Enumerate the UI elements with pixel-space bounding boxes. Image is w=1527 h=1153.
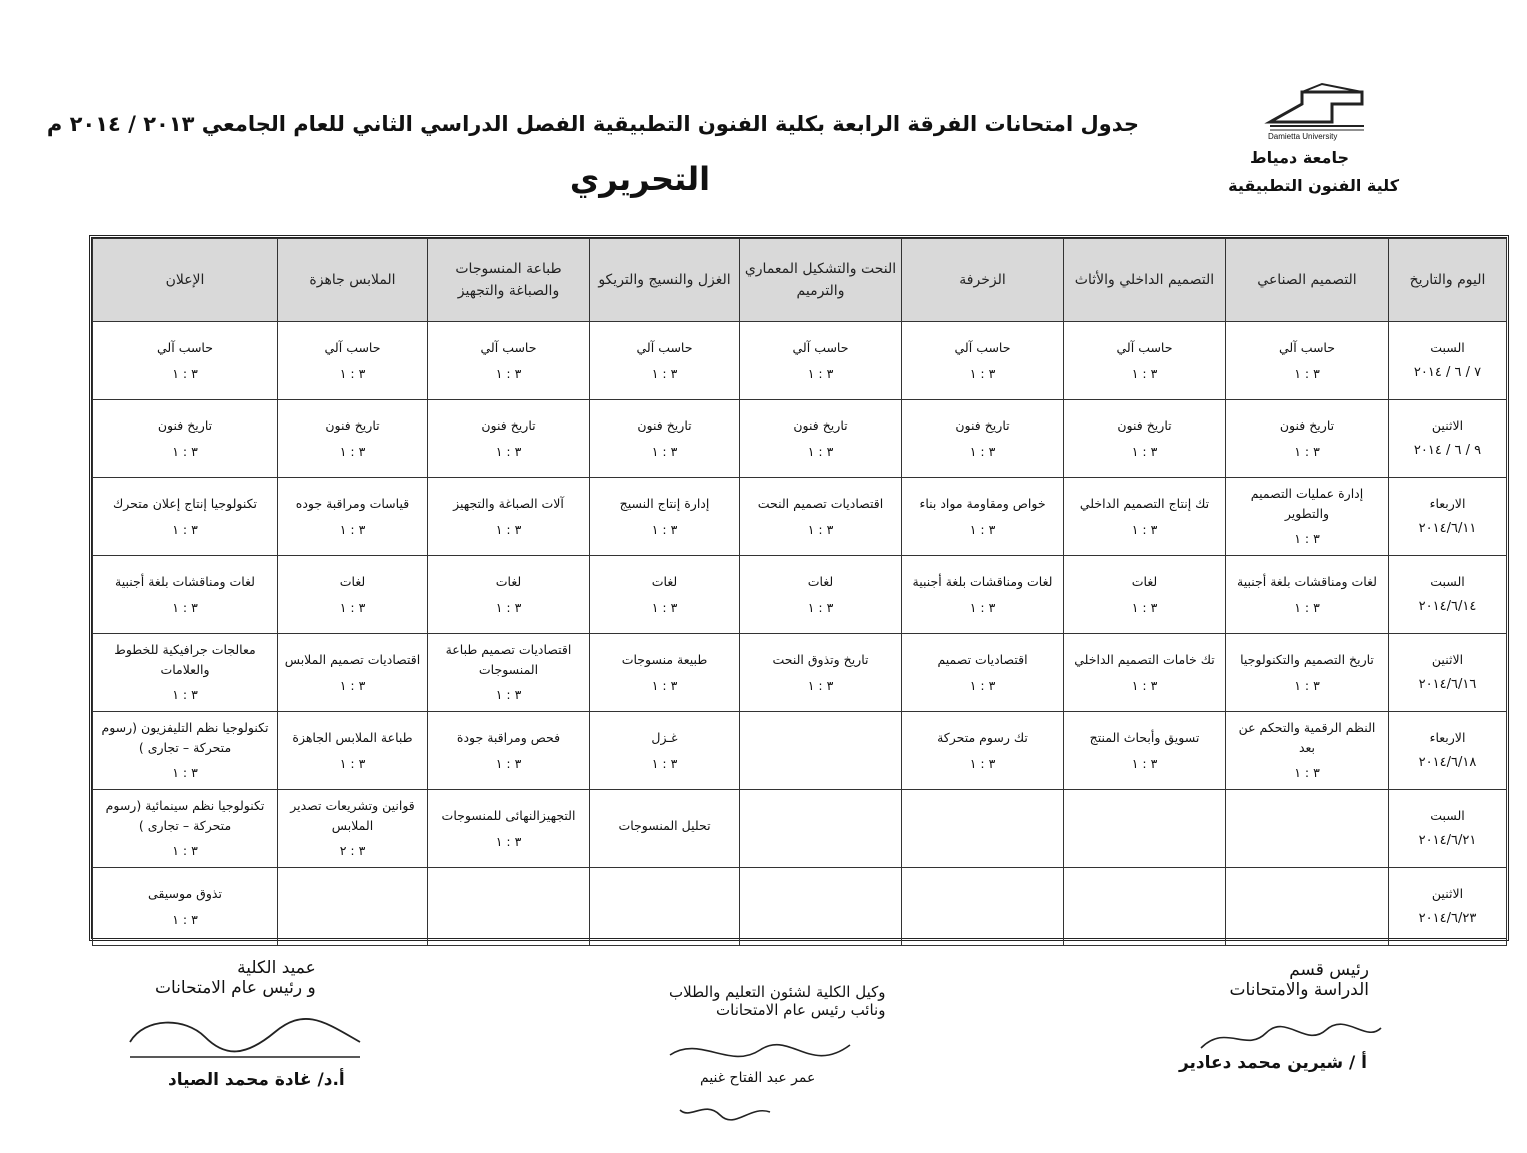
subject-name: إدارة عمليات التصميم والتطوير <box>1250 486 1364 521</box>
subject-name: طباعة الملابس الجاهزة <box>292 730 413 746</box>
signature-block-dean <box>155 958 316 998</box>
subject-name: اقتصاديات تصميم طباعة المنسوجات <box>445 642 572 677</box>
exam-cell <box>902 322 1064 400</box>
subject-name: حاسب آلي <box>792 340 849 356</box>
day-date-cell <box>1389 790 1507 868</box>
day-date-cell <box>1389 712 1507 790</box>
signature-name: عمر عبد الفتاح غنيم <box>700 1070 816 1086</box>
exam-cell <box>428 868 590 946</box>
day-name: الاربعاء <box>1429 729 1466 745</box>
exam-time: ٣ : ١ <box>495 755 522 771</box>
exam-cell <box>590 322 740 400</box>
exam-cell <box>428 790 590 868</box>
table-header-row <box>93 239 1507 322</box>
exam-cell <box>590 478 740 556</box>
exam-cell <box>428 400 590 478</box>
exam-time: ٣ : ١ <box>969 677 996 693</box>
exam-cell <box>428 322 590 400</box>
subject-name: تاريخ فنون <box>157 418 213 434</box>
subject-name: تكنولوجيا نظم التليفزيون (رسوم متحركة – تجارى ) <box>101 720 269 755</box>
exam-time: ٣ : ١ <box>339 521 366 537</box>
exam-cell <box>1064 868 1226 946</box>
day-date-cell <box>1389 478 1507 556</box>
header-department: طباعة المنسوجات والصباغة والتجهيز <box>428 239 590 322</box>
subject-name: تاريخ فنون <box>1117 418 1172 434</box>
day-date-cell <box>1389 634 1507 712</box>
exam-time: ٣ : ١ <box>807 443 834 459</box>
subject-name: إدارة إنتاج النسيج <box>619 496 710 512</box>
university-name: جامعة دمياط <box>1249 148 1349 167</box>
exam-time: ٣ : ١ <box>172 599 198 615</box>
exam-cell <box>740 712 902 790</box>
subject-name: لغات <box>651 574 678 590</box>
exam-time: ٣ : ١ <box>172 687 198 703</box>
exam-time: ٣ : ١ <box>651 365 678 381</box>
signature-title: عميد الكلية <box>237 958 316 978</box>
exam-time: ٣ : ١ <box>969 755 996 771</box>
subject-name: حاسب آلي <box>324 340 381 356</box>
exam-time: ٣ : ١ <box>172 911 198 927</box>
header-department: الزخرفة <box>902 239 1064 322</box>
document-subtitle: التحريري <box>569 160 711 198</box>
day-date-cell <box>1389 556 1507 634</box>
exam-time: ٣ : ١ <box>969 521 996 537</box>
exam-date: ٢٠١٤/٦/٢١ <box>1418 833 1477 849</box>
subject-name: فحص ومراقبة جودة <box>456 730 561 746</box>
exam-time: ٣ : ١ <box>1131 599 1158 615</box>
exam-cell <box>902 712 1064 790</box>
subject-name: تك رسوم متحركة <box>937 730 1028 746</box>
exam-date: ٧ / ٦ / ٢٠١٤ <box>1413 365 1482 381</box>
exam-cell <box>740 400 902 478</box>
exam-time: ٣ : ١ <box>651 677 678 693</box>
subject-name: تاريخ فنون <box>955 418 1010 434</box>
exam-time: ٣ : ١ <box>1131 365 1158 381</box>
table-row <box>93 712 1507 790</box>
subject-name: خواص ومقاومة مواد بناء <box>919 496 1046 512</box>
exam-time: ٣ : ١ <box>495 687 522 703</box>
signature-title: رئيس قسم <box>1289 960 1369 980</box>
subject-name: آلات الصباغة والتجهيز <box>453 496 564 512</box>
header-department: الإعلان <box>93 239 278 322</box>
exam-cell <box>428 556 590 634</box>
university-name-en: Damietta University <box>1268 132 1338 141</box>
exam-cell <box>278 790 428 868</box>
exam-date: ٢٠١٤/٦/٢٣ <box>1418 911 1477 927</box>
subject-name: تاريخ فنون <box>637 418 692 434</box>
faculty-name: كلية الفنون التطبيقية <box>1228 176 1399 195</box>
exam-cell <box>278 868 428 946</box>
exam-cell <box>428 634 590 712</box>
day-name: الاثنين <box>1431 417 1464 433</box>
table-row <box>93 868 1507 946</box>
exam-time: ٣ : ١ <box>339 599 366 615</box>
exam-cell <box>93 400 278 478</box>
exam-time: ٣ : ١ <box>339 755 366 771</box>
exam-cell <box>428 712 590 790</box>
subject-name: تكنولوجيا إنتاج إعلان متحرك <box>112 496 257 512</box>
exam-time: ٣ : ١ <box>495 365 522 381</box>
exam-cell <box>93 556 278 634</box>
day-name: الاثنين <box>1431 651 1464 667</box>
exam-schedule-table-frame <box>89 235 1509 941</box>
subject-name: قوانين وتشريعات تصدير الملابس <box>290 798 415 833</box>
subject-name: اقتصاديات تصميم <box>937 652 1028 668</box>
exam-cell <box>740 868 902 946</box>
exam-time: ٣ : ١ <box>651 755 678 771</box>
header-department: النحت والتشكيل المعماري والترميم <box>740 239 902 322</box>
exam-cell <box>740 790 902 868</box>
exam-cell <box>278 322 428 400</box>
table-body <box>93 322 1507 946</box>
table-row <box>93 322 1507 400</box>
subject-name: النظم الرقمية والتحكم عن بعد <box>1238 720 1376 755</box>
table-row <box>93 634 1507 712</box>
exam-time: ٣ : ١ <box>969 443 996 459</box>
exam-time: ٣ : ١ <box>969 599 996 615</box>
subject-name: تحليل المنسوجات <box>618 817 711 833</box>
exam-cell <box>1064 400 1226 478</box>
exam-cell <box>278 712 428 790</box>
header-department: التصميم الصناعي <box>1226 239 1389 322</box>
exam-time: ٣ : ١ <box>651 443 678 459</box>
exam-cell <box>93 634 278 712</box>
exam-time: ٣ : ١ <box>339 365 366 381</box>
subject-name: طبيعة منسوجات <box>621 652 708 668</box>
subject-name: اقتصاديات تصميم الملابس <box>284 652 421 668</box>
day-name: السبت <box>1430 339 1465 355</box>
exam-time: ٣ : ٢ <box>339 843 366 859</box>
exam-cell <box>278 400 428 478</box>
subject-name: تكنولوجيا نظم سينمائية (رسوم متحركة – تجارى ) <box>105 798 265 833</box>
exam-time: ٣ : ١ <box>172 365 198 381</box>
subject-name: التجهيزالنهائى للمنسوجات <box>441 808 576 824</box>
exam-time: ٣ : ١ <box>172 521 198 537</box>
signature-name: أ.د/ غادة محمد الصياد <box>168 1070 345 1090</box>
exam-cell <box>1064 478 1226 556</box>
exam-time: ٣ : ١ <box>1131 521 1158 537</box>
subject-name: حاسب آلي <box>480 340 537 356</box>
day-date-cell <box>1389 322 1507 400</box>
exam-cell <box>278 556 428 634</box>
exam-time: ٣ : ١ <box>339 443 366 459</box>
subject-name: غـزل <box>651 730 678 746</box>
subject-name: اقتصاديات تصميم النحت <box>757 496 884 512</box>
subject-name: معالجات جرافيكية للخطوط والعلامات <box>114 642 256 677</box>
day-name: الاربعاء <box>1429 495 1466 511</box>
subject-name: حاسب آلي <box>636 340 693 356</box>
signature-block-vice-dean <box>669 983 885 1019</box>
subject-name: لغات <box>1131 574 1158 590</box>
subject-name: حاسب آلي <box>1279 340 1335 356</box>
exam-time: ٣ : ١ <box>339 677 366 693</box>
exam-time: ٣ : ١ <box>969 365 996 381</box>
exam-time: ٣ : ١ <box>1294 531 1320 547</box>
table-row <box>93 790 1507 868</box>
exam-cell <box>1064 556 1226 634</box>
subject-name: لغات <box>495 574 522 590</box>
exam-cell <box>93 478 278 556</box>
subject-name: تاريخ فنون <box>481 418 536 434</box>
exam-cell <box>1064 322 1226 400</box>
signature-subtitle: الدراسة والامتحانات <box>1229 980 1369 1000</box>
exam-cell <box>902 868 1064 946</box>
exam-time: ٣ : ١ <box>651 599 678 615</box>
exam-cell <box>1226 556 1389 634</box>
exam-cell <box>590 400 740 478</box>
exam-time: ٣ : ١ <box>172 443 198 459</box>
signature-subtitle: ونائب رئيس عام الامتحانات <box>716 1001 886 1019</box>
exam-time: ٣ : ١ <box>1294 599 1320 615</box>
day-name: السبت <box>1430 807 1465 823</box>
day-name: الاثنين <box>1431 885 1464 901</box>
exam-cell <box>1064 634 1226 712</box>
subject-name: تسويق وأبحاث المنتج <box>1089 730 1200 746</box>
exam-cell <box>1226 322 1389 400</box>
exam-time: ٣ : ١ <box>495 833 522 849</box>
exam-cell <box>740 322 902 400</box>
exam-cell <box>902 556 1064 634</box>
exam-cell <box>1226 400 1389 478</box>
header-department: الملابس جاهزة <box>278 239 428 322</box>
exam-time: ٣ : ١ <box>172 843 198 859</box>
subject-name: لغات ومناقشات بلغة أجنبية <box>912 574 1053 590</box>
exam-time: ٣ : ١ <box>172 765 198 781</box>
table-row <box>93 478 1507 556</box>
exam-cell <box>902 790 1064 868</box>
subject-name: تذوق موسيقى <box>148 886 222 902</box>
exam-time: ٣ : ١ <box>1294 765 1320 781</box>
signature-subtitle: و رئيس عام الامتحانات <box>155 978 316 998</box>
exam-cell <box>1064 790 1226 868</box>
exam-cell <box>1226 634 1389 712</box>
exam-cell <box>278 634 428 712</box>
exam-cell <box>1226 868 1389 946</box>
subject-name: تاريخ فنون <box>1279 418 1335 434</box>
exam-cell <box>902 478 1064 556</box>
subject-name: تك إنتاج التصميم الداخلي <box>1079 496 1210 512</box>
exam-cell <box>1064 712 1226 790</box>
exam-time: ٣ : ١ <box>495 443 522 459</box>
exam-cell <box>93 712 278 790</box>
exam-time: ٣ : ١ <box>807 365 834 381</box>
handwritten-signature <box>1196 1018 1386 1058</box>
signature-block-exams-head <box>1230 960 1369 1000</box>
exam-date: ٢٠١٤/٦/١١ <box>1418 521 1477 537</box>
subject-name: لغات ومناقشات بلغة أجنبية <box>1237 574 1377 590</box>
exam-cell <box>590 556 740 634</box>
exam-cell <box>740 478 902 556</box>
subject-name: تك خامات التصميم الداخلي <box>1074 652 1215 668</box>
signature-name: أ / شيرين محمد دعادير <box>1178 1053 1367 1073</box>
exam-time: ٣ : ١ <box>1131 677 1158 693</box>
handwritten-signature <box>125 1012 365 1072</box>
exam-time: ٣ : ١ <box>1131 443 1158 459</box>
exam-time: ٣ : ١ <box>651 521 678 537</box>
subject-name: تاريخ فنون <box>325 418 380 434</box>
exam-time: ٣ : ١ <box>807 677 834 693</box>
exam-cell <box>93 790 278 868</box>
day-date-cell <box>1389 400 1507 478</box>
header-department: التصميم الداخلي والأثاث <box>1064 239 1226 322</box>
header-day-date: اليوم والتاريخ <box>1389 239 1507 322</box>
subject-name: حاسب آلي <box>954 340 1011 356</box>
exam-cell <box>902 400 1064 478</box>
exam-time: ٣ : ١ <box>495 521 522 537</box>
exam-cell <box>590 712 740 790</box>
header-department: الغزل والنسيج والتريكو <box>590 239 740 322</box>
exam-date: ٩ / ٦ / ٢٠١٤ <box>1413 443 1482 459</box>
exam-cell <box>590 868 740 946</box>
exam-date: ٢٠١٤/٦/١٨ <box>1418 755 1477 771</box>
exam-time: ٣ : ١ <box>807 599 834 615</box>
exam-date: ٢٠١٤/٦/١٤ <box>1418 599 1477 615</box>
table-row <box>93 400 1507 478</box>
exam-cell <box>590 790 740 868</box>
exam-cell <box>740 634 902 712</box>
exam-cell <box>1226 790 1389 868</box>
exam-cell <box>1226 712 1389 790</box>
exam-cell <box>93 322 278 400</box>
exam-time: ٣ : ١ <box>1294 443 1320 459</box>
exam-time: ٣ : ١ <box>1294 677 1320 693</box>
exam-cell <box>740 556 902 634</box>
subject-name: قياسات ومراقبة جوده <box>295 496 410 512</box>
exam-cell <box>902 634 1064 712</box>
exam-time: ٣ : ١ <box>1294 365 1320 381</box>
exam-cell <box>278 478 428 556</box>
exam-cell <box>428 478 590 556</box>
subject-name: حاسب آلي <box>1116 340 1173 356</box>
exam-time: ٣ : ١ <box>495 599 522 615</box>
exam-schedule-table <box>92 238 1507 946</box>
subject-name: تاريخ فنون <box>793 418 848 434</box>
subject-name: لغات ومناقشات بلغة أجنبية <box>115 574 255 590</box>
subject-name: لغات <box>339 574 366 590</box>
exam-time: ٣ : ١ <box>1131 755 1158 771</box>
exam-cell <box>93 868 278 946</box>
subject-name: لغات <box>807 574 834 590</box>
day-date-cell <box>1389 868 1507 946</box>
exam-cell <box>590 634 740 712</box>
subject-name: تاريخ التصميم والتكنولوجيا <box>1240 652 1374 668</box>
day-name: السبت <box>1430 573 1465 589</box>
exam-cell <box>1226 478 1389 556</box>
table-row <box>93 556 1507 634</box>
document-title: جدول امتحانات الفرقة الرابعة بكلية الفنون التطبيقية الفصل الدراسي الثاني للعام الجامعي ٢٠١٣ / ٢٠١٤ م <box>46 112 1139 136</box>
subject-name: تاريخ وتذوق النحت <box>772 652 869 668</box>
exam-time: ٣ : ١ <box>807 521 834 537</box>
subject-name: حاسب آلي <box>157 340 213 356</box>
signature-title: وكيل الكلية لشئون التعليم والطلاب <box>669 983 886 1001</box>
exam-date: ٢٠١٤/٦/١٦ <box>1418 677 1477 693</box>
